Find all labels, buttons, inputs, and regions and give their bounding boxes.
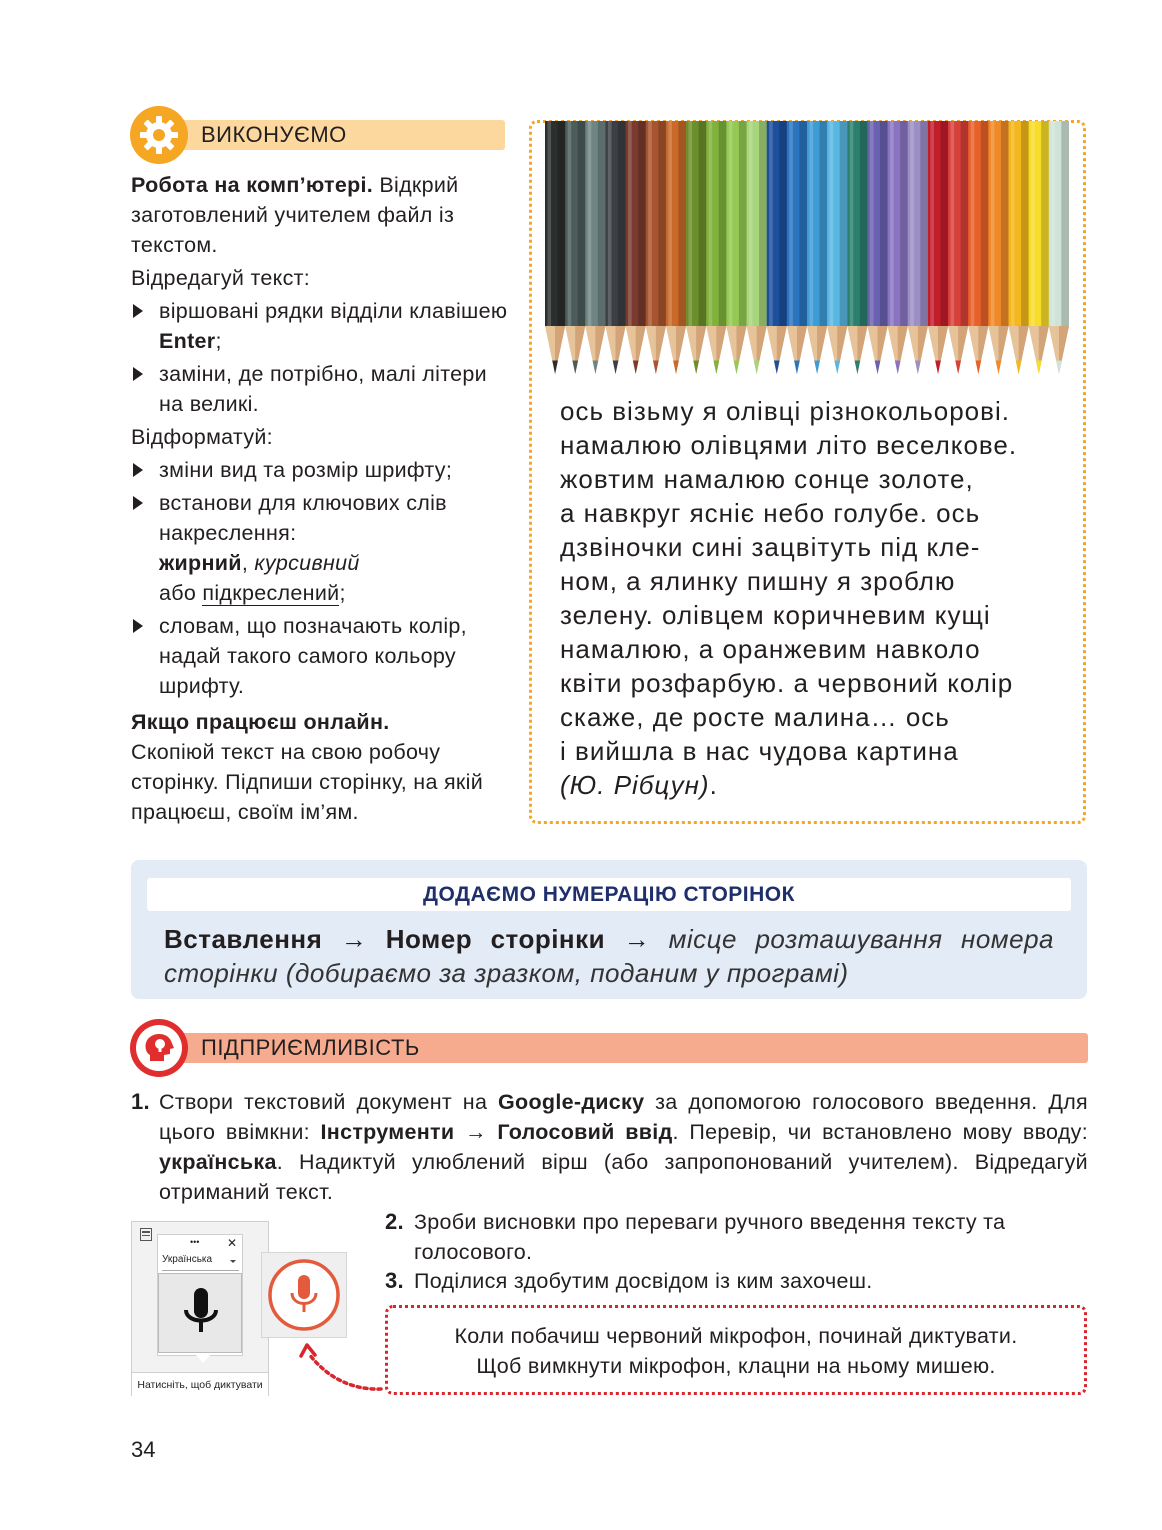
poem-line: скаже, де росте малина… ось bbox=[560, 702, 950, 732]
pencil bbox=[585, 121, 606, 374]
task-1: 1. Створи текстовий документ на Google-диску за допомогою голосового введення. Для цього ввімкни: Інструменти → Голосовий ввід. Перевір, чи встановлено мову вводу: українська. Надиктуй улюблений вірш (або запропонований учителем). Відредагуй отриманий текст. bbox=[131, 1089, 1088, 1204]
instructions-column bbox=[131, 170, 511, 827]
pencil bbox=[565, 121, 586, 374]
pencil bbox=[847, 121, 868, 374]
pencil bbox=[666, 121, 687, 374]
pencil bbox=[1029, 121, 1050, 374]
microphone-active-icon bbox=[262, 1253, 346, 1337]
section-icon bbox=[130, 106, 188, 164]
red-microphone-button[interactable] bbox=[261, 1252, 347, 1338]
task-2: 2. Зроби висновки про переваги ручного введення тексту та голосового. bbox=[385, 1209, 1006, 1264]
poem-line: дзвіночки сині зацвітуть під кле- bbox=[560, 532, 981, 562]
poem-author: (Ю. Рібцун) bbox=[560, 770, 710, 800]
pencil bbox=[928, 121, 949, 374]
poem-line: квіти розфарбую. а червоний колір bbox=[560, 668, 1014, 698]
microphone-note: Коли побачиш червоний мікрофон, починай диктувати. Щоб вимкнути мікрофон, клацни на ньому мишею. bbox=[385, 1305, 1087, 1395]
dictate-caption: Натисніть, щоб диктувати bbox=[132, 1372, 268, 1397]
dropdown-arrow-icon bbox=[230, 1260, 236, 1263]
pencil bbox=[626, 121, 647, 374]
voice-widget bbox=[157, 1234, 243, 1356]
pencil bbox=[1049, 121, 1069, 374]
online-paragraph: Якщо працюєш онлайн. Скопіюй текст на свою робочу сторінку. Підпиши сторінку, на якій працюєш, своїм ім’ям. bbox=[131, 710, 484, 824]
pencil bbox=[706, 121, 727, 374]
head-idea-icon bbox=[130, 1019, 188, 1077]
format-label: Відформатуй: bbox=[131, 425, 273, 449]
voice-typing-panel bbox=[131, 1221, 269, 1396]
pencil bbox=[646, 121, 667, 374]
poem-line: і вийшла в нас чудова картина bbox=[560, 736, 959, 766]
list-item: віршовані рядки відділи клавішею Enter; bbox=[131, 296, 511, 356]
list-item: словам, що позначають колір, надай такого самого кольору шрифту. bbox=[131, 611, 511, 701]
pencil bbox=[827, 121, 848, 374]
list-item: зміни вид та розмір шрифту; bbox=[131, 455, 511, 485]
microphone-icon bbox=[159, 1274, 243, 1352]
section-icon bbox=[130, 1019, 188, 1077]
pencil bbox=[1009, 121, 1030, 374]
pencil bbox=[867, 121, 888, 374]
pencil bbox=[807, 121, 828, 374]
pencil bbox=[908, 121, 929, 374]
edit-label: Відредагуй текст: bbox=[131, 266, 311, 290]
section-title: ПІДПРИЄМЛИВІСТЬ bbox=[201, 1035, 420, 1060]
list-item: заміни, де потрібно, малі літери на великі. bbox=[131, 359, 511, 419]
pencil bbox=[888, 121, 909, 374]
pencil bbox=[726, 121, 747, 374]
task-3: 3. Поділися здобутим досвідом із ким захочеш. bbox=[385, 1268, 873, 1293]
page-number: 34 bbox=[131, 1437, 156, 1462]
poem-line: намалюю олівцями літо веселкове. bbox=[560, 430, 1018, 460]
tip-title: ДОДАЄМО НУМЕРАЦІЮ СТОРІНОК bbox=[147, 878, 1071, 911]
list-item: встанови для ключових слів накреслення: жирний, курсивний або підкреслений; bbox=[131, 488, 511, 608]
poem-text: ось візьму я олівці різнокольорові. намалюю олівцями літо веселкове. жовтим намалюю сонце золоте, а навкруг ясніє небо голубе. ось дзвіночки сині зацвітуть під кле- ном, а ялинку пишну я зроблю зелену. олівцем коричневим кущі намалюю, а оранжевим навколо квіти розфарбую. а червоний колір скаже, де росте малина… ось і вийшла в нас чудова картина (Ю. Рібцун). bbox=[560, 394, 1070, 802]
microphone-button[interactable] bbox=[158, 1273, 242, 1353]
pencil bbox=[948, 121, 969, 374]
pencil bbox=[686, 121, 707, 374]
intro-paragraph: Робота на комп’ютері. Відкрий заготовлений учителем файл із текстом. bbox=[131, 173, 459, 257]
poem-line: ном, а ялинку пишну я зроблю bbox=[560, 566, 956, 596]
doc-icon bbox=[140, 1228, 152, 1241]
pencil bbox=[545, 121, 566, 374]
pointer-arrow bbox=[295, 1340, 385, 1400]
gear-icon bbox=[130, 106, 188, 164]
section-title: ВИКОНУЄМО bbox=[201, 122, 347, 147]
bold-example: жирний bbox=[159, 551, 242, 575]
pencil bbox=[968, 121, 989, 374]
poem-line: зелену. олівцем коричневим кущі bbox=[560, 600, 991, 630]
pencil bbox=[747, 121, 768, 374]
poem-line: намалюю, а оранжевим навколо bbox=[560, 634, 981, 664]
italic-example: курсивний bbox=[254, 551, 360, 575]
poem-line: а навкруг ясніє небо голубе. ось bbox=[560, 498, 981, 528]
pencil bbox=[787, 121, 808, 374]
poem-line: жовтим намалюю сонце золоте, bbox=[560, 464, 974, 494]
more-icon[interactable]: ••• bbox=[190, 1237, 200, 1247]
poem-line: ось візьму я олівці різнокольорові. bbox=[560, 396, 1010, 426]
language-select[interactable]: Українська bbox=[162, 1254, 239, 1271]
pencil bbox=[767, 121, 788, 374]
pencils-illustration bbox=[545, 121, 1069, 381]
close-icon[interactable]: ✕ bbox=[226, 1236, 237, 1250]
pencil bbox=[988, 121, 1009, 374]
pencil bbox=[605, 121, 626, 374]
underline-example: підкреслений bbox=[202, 581, 340, 605]
tip-body: Вставлення → Номер сторінки → місце розташування номера сторінки (добираємо за зразком, поданим у програмі) bbox=[164, 924, 1054, 988]
